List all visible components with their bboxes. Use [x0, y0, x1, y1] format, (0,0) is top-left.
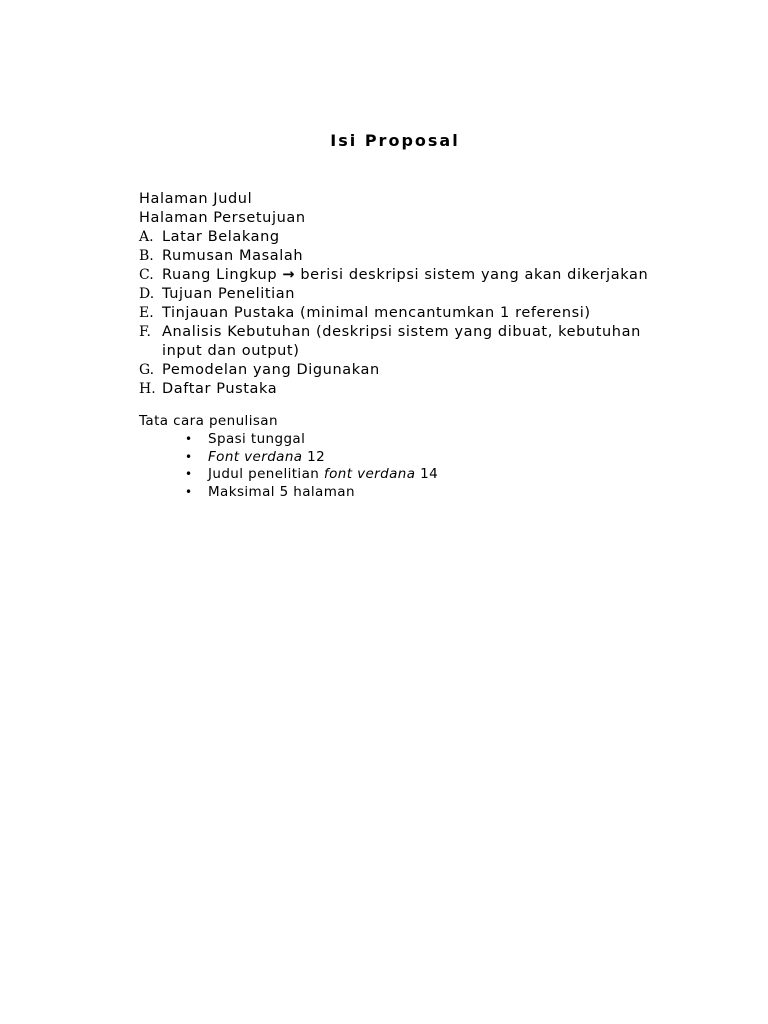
- list-item: [139, 361, 662, 380]
- arrow-right-icon: →: [282, 267, 296, 283]
- list-item: [139, 266, 662, 285]
- bullet-text-part: 12: [302, 448, 326, 465]
- item-text: Rumusan Masalah: [162, 248, 304, 264]
- bullet-text: Spasi tunggal: [208, 431, 306, 447]
- item-text: [162, 266, 662, 285]
- list-item: [185, 484, 438, 502]
- list-item: [139, 228, 662, 247]
- front-matter-item: Halaman Judul: [139, 191, 253, 207]
- bullet-text: [208, 449, 325, 467]
- item-text-part: Ruang Lingkup: [162, 267, 278, 283]
- bullet-icon: •: [185, 449, 193, 464]
- writing-rules-heading: Tata cara penulisan: [139, 413, 278, 429]
- bullet-text: [208, 466, 438, 484]
- item-text: Tinjauan Pustaka (minimal mencantumkan 1 referensi): [162, 305, 591, 321]
- item-text: Latar Belakang: [162, 229, 280, 245]
- writing-rules: [139, 412, 438, 501]
- page-title: Isi Proposal: [330, 131, 460, 150]
- item-text: Analisis Kebutuhan (deskripsi sistem yang dibuat, kebutuhan input dan output): [162, 324, 641, 359]
- bullet-text-italic: Font verdana: [208, 448, 303, 465]
- item-letter: A.: [139, 229, 154, 245]
- bullet-icon: •: [185, 484, 193, 499]
- list-item: [139, 247, 662, 266]
- bullet-text-italic: font verdana: [323, 466, 416, 482]
- bullet-text-part: 14: [415, 466, 439, 482]
- item-letter: H.: [139, 381, 156, 397]
- list-item: [185, 466, 438, 484]
- writing-rules-list: [139, 431, 438, 501]
- bullet-icon: •: [185, 467, 193, 481]
- item-letter: C.: [139, 267, 154, 283]
- item-letter: D.: [139, 286, 155, 302]
- list-item: [185, 431, 438, 449]
- item-letter: G.: [139, 362, 155, 378]
- item-letter: F.: [139, 324, 151, 340]
- list-item: [139, 380, 662, 399]
- item-text-part: berisi deskripsi sistem yang akan dikerjakan: [300, 267, 649, 283]
- bullet-icon: •: [185, 432, 193, 446]
- bullet-text-part: Judul penelitian: [208, 466, 324, 482]
- item-text: Daftar Pustaka: [162, 381, 278, 397]
- item-letter: E.: [139, 305, 154, 321]
- proposal-contents: [139, 190, 662, 399]
- list-item: [139, 285, 662, 304]
- item-text: Pemodelan yang Digunakan: [162, 362, 380, 378]
- item-text: Tujuan Penelitian: [162, 286, 296, 302]
- item-letter: B.: [139, 248, 154, 264]
- list-item: [139, 323, 662, 361]
- list-item: [139, 304, 662, 323]
- front-matter-item: Halaman Persetujuan: [139, 210, 306, 226]
- list-item: [185, 449, 438, 467]
- proposal-section-list: [139, 228, 662, 399]
- bullet-text: Maksimal 5 halaman: [208, 483, 355, 500]
